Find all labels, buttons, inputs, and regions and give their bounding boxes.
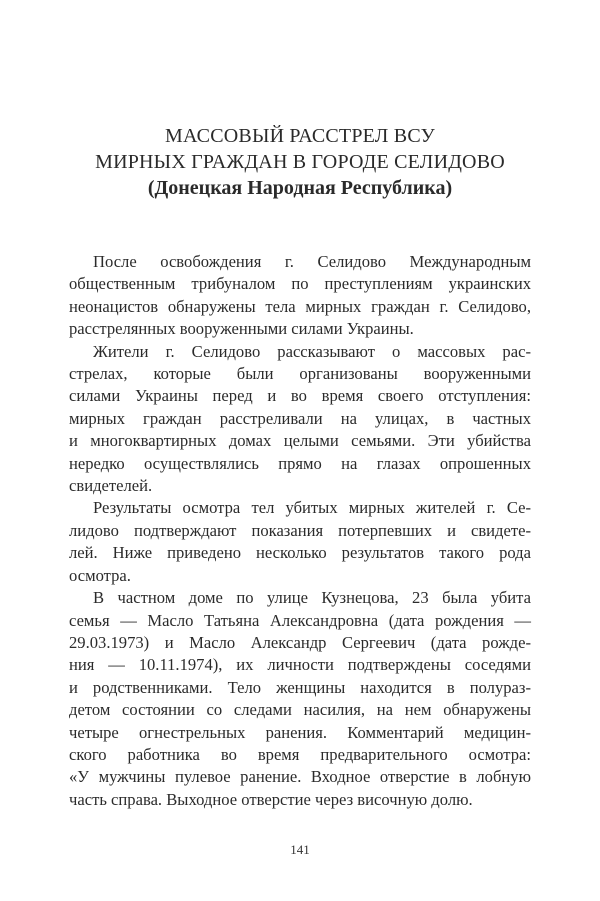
heading-subtitle: (Донецкая Народная Республика) [147, 177, 453, 199]
paragraph [69, 251, 531, 341]
text-line: и многоквартирных домах целыми семьями. Эти убийства [69, 431, 531, 451]
text-line: свидетелей. [69, 476, 153, 496]
text-line: общественным трибуналом по преступлениям украинских [69, 274, 531, 294]
text-line: После освобождения г. Селидово Международным [93, 252, 531, 271]
chapter-heading [50, 123, 550, 201]
text-line: ского работника во время предварительного осмотра: [69, 744, 531, 764]
body-text [69, 251, 531, 811]
text-line: мирных граждан расстреливали на улицах, в частных [69, 408, 531, 428]
text-line: детом состоянии со следами насилия, на нем обнаружены [69, 700, 531, 720]
text-line: Результаты осмотра тел убитых мирных жителей г. Се- [93, 498, 531, 518]
page-number: 141 [290, 842, 310, 857]
text-line: расстрелянных вооруженными силами Украины. [69, 319, 414, 339]
text-line: нередко осуществлялись прямо на глазах опрошенных [69, 453, 531, 473]
text-line: «У мужчины пулевое ранение. Входное отверстие в лобную [69, 767, 531, 787]
text-line: ния — 10.11.1974), их личности подтверждены соседями [69, 655, 531, 675]
text-line: 29.03.1973) и Масло Александр Сергеевич (дата рожде- [69, 632, 531, 652]
text-line: лидово подтверждают показания потерпевших и свидете- [69, 520, 531, 540]
text-line: семья — Масло Татьяна Александровна (дата рождения — [69, 610, 531, 630]
text-line: часть справа. Выходное отверстие через височную долю. [69, 789, 473, 809]
text-line: Жители г. Селидово рассказывают о массовых рас- [93, 341, 531, 361]
heading-line-1: МАССОВЫЙ РАССТРЕЛ ВСУ [165, 125, 435, 147]
text-line: и родственниками. Тело женщины находится в полураз- [69, 677, 531, 697]
text-line: В частном доме по улице Кузнецова, 23 была убита [93, 588, 531, 608]
text-line: стрелах, которые были организованы вооруженными [69, 364, 531, 384]
paragraph [69, 341, 531, 498]
paragraph [69, 587, 531, 811]
text-line: неонацистов обнаружены тела мирных граждан г. Селидово, [69, 296, 531, 316]
paragraph [69, 497, 531, 587]
heading-line-2: МИРНЫХ ГРАЖДАН В ГОРОДЕ СЕЛИДОВО [95, 151, 505, 173]
text-line: лей. Ниже приведено несколько результатов такого рода [69, 543, 531, 563]
text-line: силами Украины перед и во время своего отступления: [69, 386, 531, 406]
text-line: четыре огнестрельных ранения. Комментарий медицин- [69, 722, 531, 742]
text-line: осмотра. [69, 565, 131, 585]
